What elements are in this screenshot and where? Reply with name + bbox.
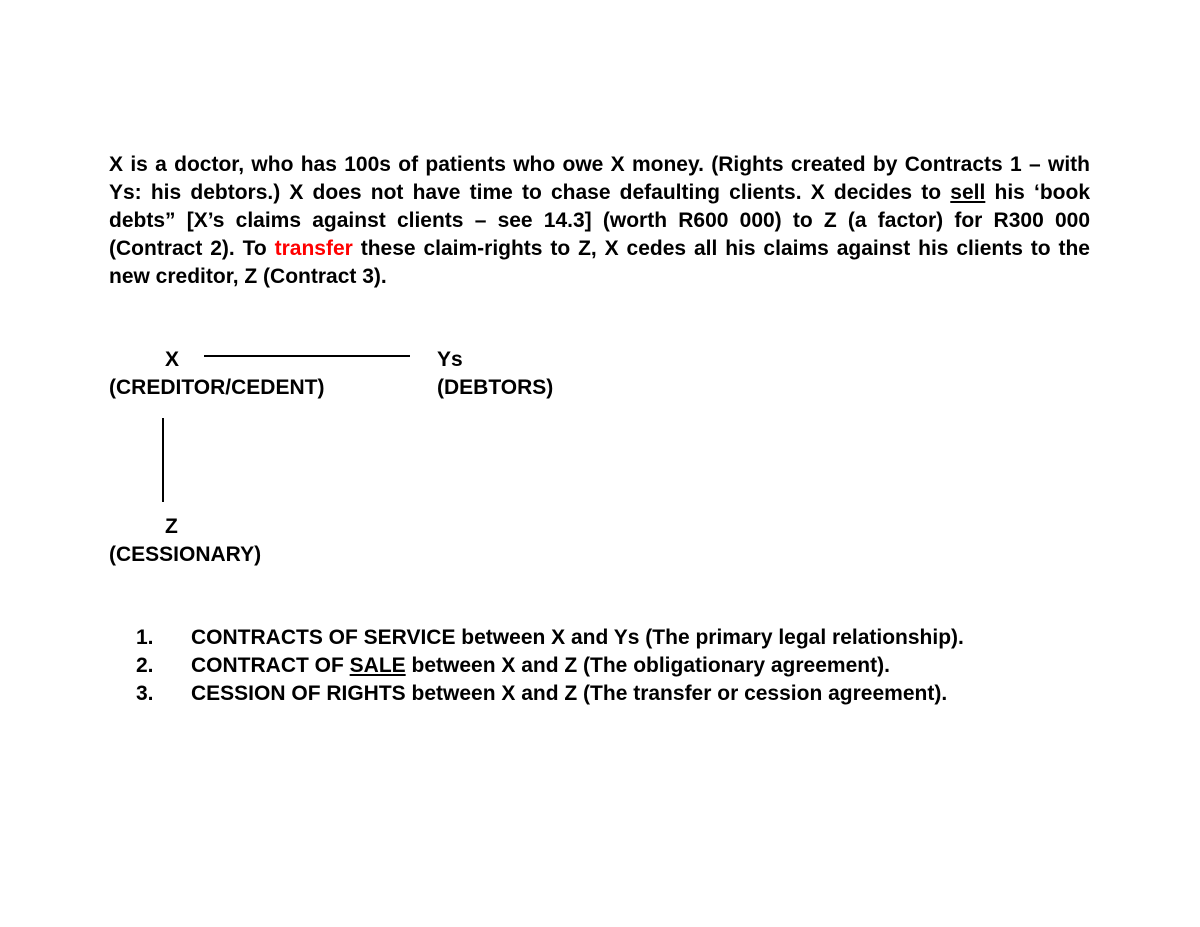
paragraph-text-1: X is a doctor, who has 100s of patients who owe X money. (Rights created by Contracts 1 – with Ys: his debtors.) X does not have time to chase defaulting clients. X decides to [109, 153, 1090, 204]
sell-underlined-word: sell [950, 181, 986, 204]
list-item-text [191, 624, 964, 652]
list-item-text [191, 680, 947, 708]
x-ys-connector-line [204, 355, 410, 357]
list-item-description: between X and Ys (The primary legal relationship). [455, 626, 964, 649]
contracts-list [136, 624, 964, 708]
list-item-description: between X and Z (The obligationary agreement). [405, 654, 890, 677]
list-item-description: between X and Z (The transfer or cession agreement). [405, 682, 948, 705]
list-number: 1. [136, 626, 154, 649]
z-role-label: (CESSIONARY) [109, 543, 262, 566]
paragraph-text-3: these claim-rights to Z, X cedes all his claims against his clients to the new creditor, Z (Contract 3). [109, 237, 1090, 288]
list-item-heading: CONTRACTS OF SERVICE [191, 626, 456, 649]
x-role-label: (CREDITOR/CEDENT) [109, 376, 325, 399]
ys-role-label: (DEBTORS) [437, 376, 554, 399]
list-item [136, 624, 964, 652]
transfer-highlighted-word: transfer [274, 237, 353, 260]
list-item-heading: CESSION OF RIGHTS [191, 682, 406, 705]
scenario-paragraph [109, 151, 1090, 291]
x-z-connector-line [162, 418, 164, 502]
list-item-heading: CONTRACT OF [191, 654, 350, 677]
list-item [136, 680, 964, 708]
z-label: Z [165, 515, 178, 538]
list-number: 3. [136, 682, 154, 705]
list-item-text [191, 652, 890, 680]
sale-underlined-word: SALE [349, 654, 406, 677]
x-label: X [165, 348, 180, 371]
paragraph-text-2: his ‘book debts” [X’s claims against clients – see 14.3] (worth R600 000) to Z (a factor) for R300 000 (Contract 2). To [109, 181, 1090, 260]
list-number: 2. [136, 654, 154, 677]
list-item [136, 652, 964, 680]
ys-label: Ys [437, 348, 463, 371]
